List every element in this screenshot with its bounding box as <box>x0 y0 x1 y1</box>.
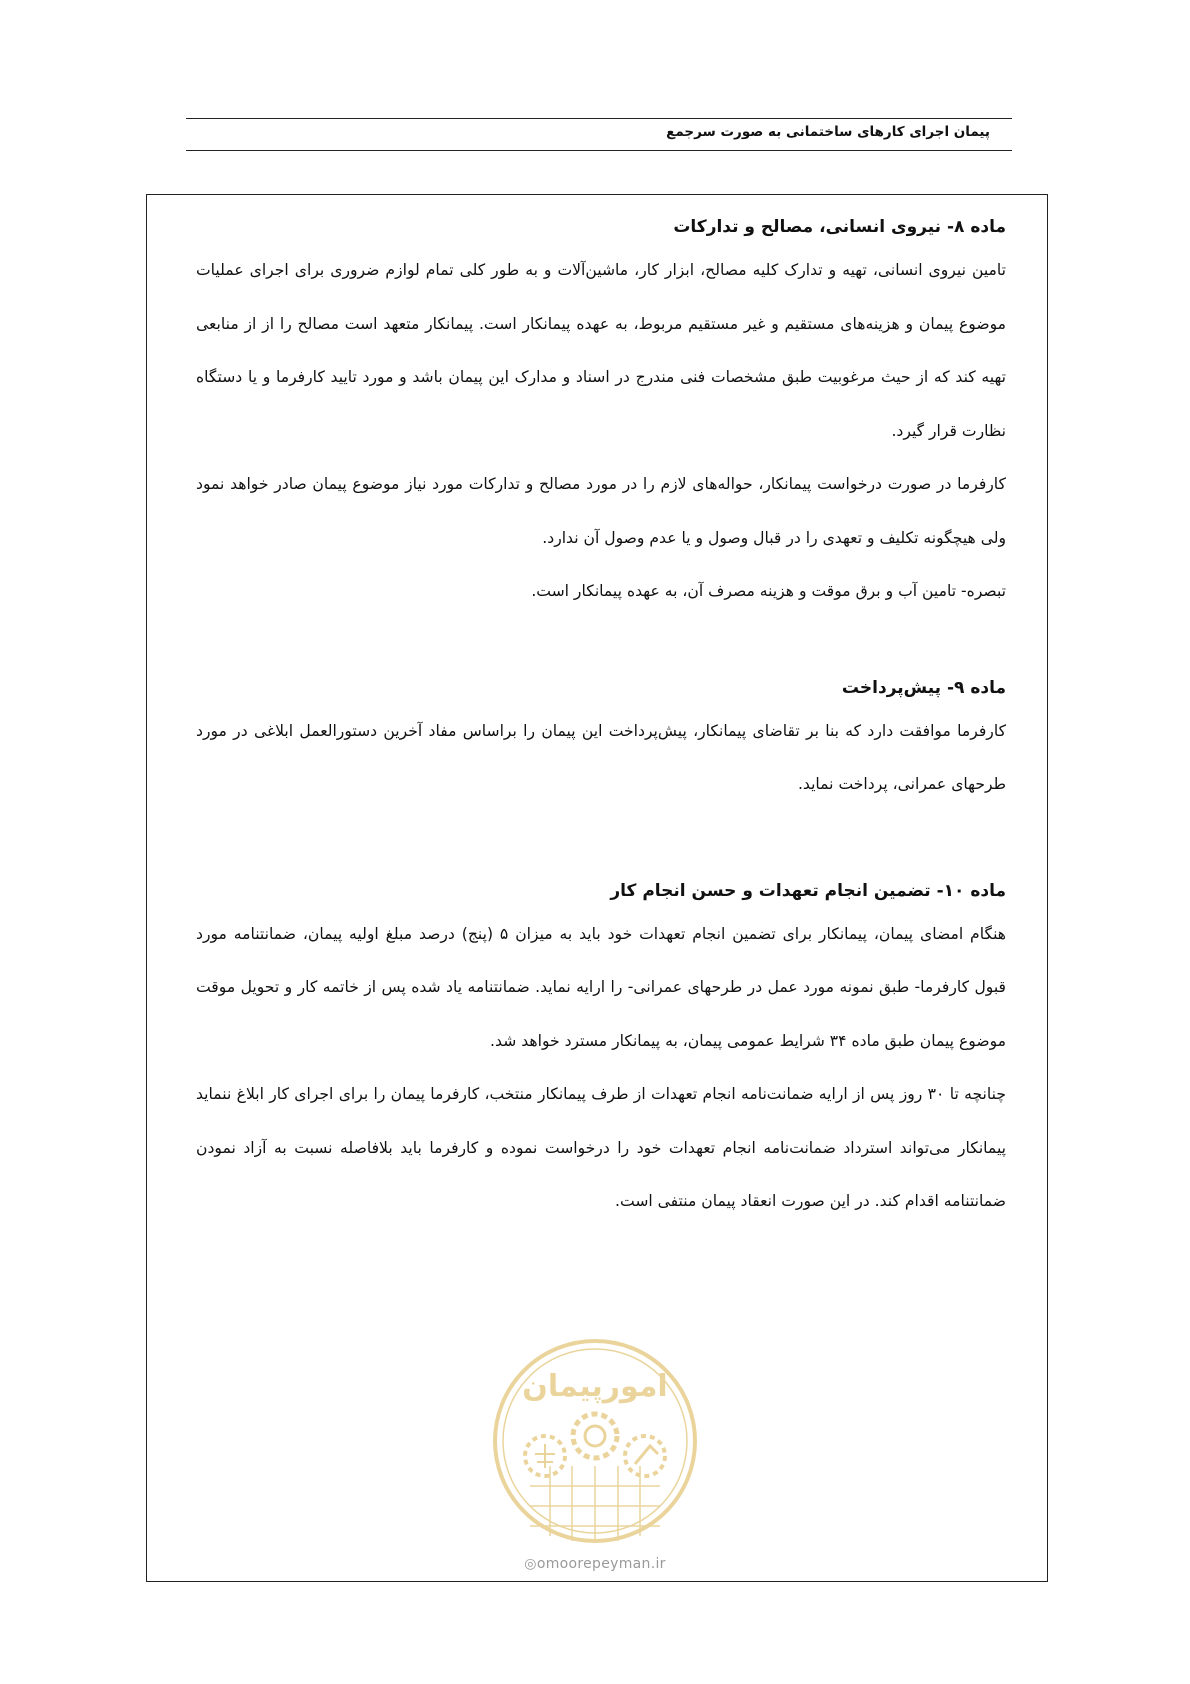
article-10-heading: ماده ۱۰- تضمین انجام تعهدات و حسن انجام کار <box>610 880 1006 901</box>
article-8-note: تبصره- تامین آب و برق موقت و هزینه مصرف آن، به عهده پیمانکار است. <box>531 582 1006 600</box>
article-8 <box>196 210 1006 619</box>
article-10 <box>196 874 1006 1229</box>
spacer <box>196 812 1006 874</box>
at-icon: ◎ <box>524 1556 537 1572</box>
running-header: پیمان اجرای کارهای ساختمانی به صورت سرجمع <box>666 124 990 140</box>
article-8-heading: ماده ۸- نیروی انسانی، مصالح و تدارکات <box>673 217 1006 237</box>
watermark-logo-text: امورپیمان <box>522 1369 668 1404</box>
article-8-paragraph-1: تامین نیروی انسانی، تهیه و تدارک کلیه مصالح، ابزار کار، ماشین‌آلات و به طور کلی تمام لوازم ضروری برای اجرای عملیات موضوع پیمان و هزینه‌های مستقیم و غیر مستقیم مربوط، به عهده پیمانکار است. پیمانکار متعهد است مصالح را از از منابعی تهیه کند که از حیث مرغوبیت طبق مشخصات فنی مندرج در اسناد و مدارک این پیمان باشد و مورد تایید کارفرما و یا دستگاه نظارت قرار گیرد. <box>196 261 1006 440</box>
article-9-heading: ماده ۹- پیش‌پرداخت <box>841 677 1006 698</box>
watermark-site: ◎omoorepeyman.ir <box>524 1556 666 1572</box>
header-rule-top <box>186 118 1012 119</box>
header-rule-bottom <box>186 150 1012 151</box>
article-10-paragraph-2: چنانچه تا ۳۰ روز پس از ارایه ضمانت‌نامه انجام تعهدات از طرف پیمانکار منتخب، کارفرما پیمان را برای اجرای کار ابلاغ ننماید پیمانکار می‌تواند استرداد ضمانت‌نامه انجام تعهدات خود را درخواست نموده و کارفرما باید بلافاصله نسبت به آزاد نمودن ضمانتنامه اقدام کند. در این صورت انعقاد پیمان منتفی است. <box>196 1085 1006 1210</box>
article-9-paragraph-1: کارفرما موافقت دارد که بنا بر تقاضای پیمانکار، پیش‌پرداخت این پیمان را براساس مفاد آخرین دستورالعمل ابلاغی در مورد طرحهای عمرانی، پرداخت نماید. <box>196 721 1006 793</box>
article-10-paragraph-1: هنگام امضای پیمان، پیمانکار برای تضمین انجام تعهدات خود باید به میزان ۵ (پنج) درصد مبلغ اولیه پیمان، ضمانتنامه مورد قبول کارفرما- طبق نمونه مورد عمل در طرحهای عمرانی- را ارایه نماید. ضمانتنامه یاد شده پس از خاتمه کار و تحویل موقت موضوع پیمان طبق ماده ۳۴ شرایط عمومی پیمان، به پیمانکار مسترد خواهد شد. <box>196 924 1007 1050</box>
spacer <box>196 619 1006 671</box>
document-body <box>196 210 1006 1229</box>
article-9 <box>196 671 1006 812</box>
article-8-paragraph-2: کارفرما در صورت درخواست پیمانکار، حواله‌های لازم را در مورد مصالح و تدارکات مورد نیاز موضوع پیمان صادر خواهد نمود ولی هیچگونه تکلیف و تعهدی را در قبال وصول و یا عدم وصول آن ندارد. <box>196 475 1006 547</box>
